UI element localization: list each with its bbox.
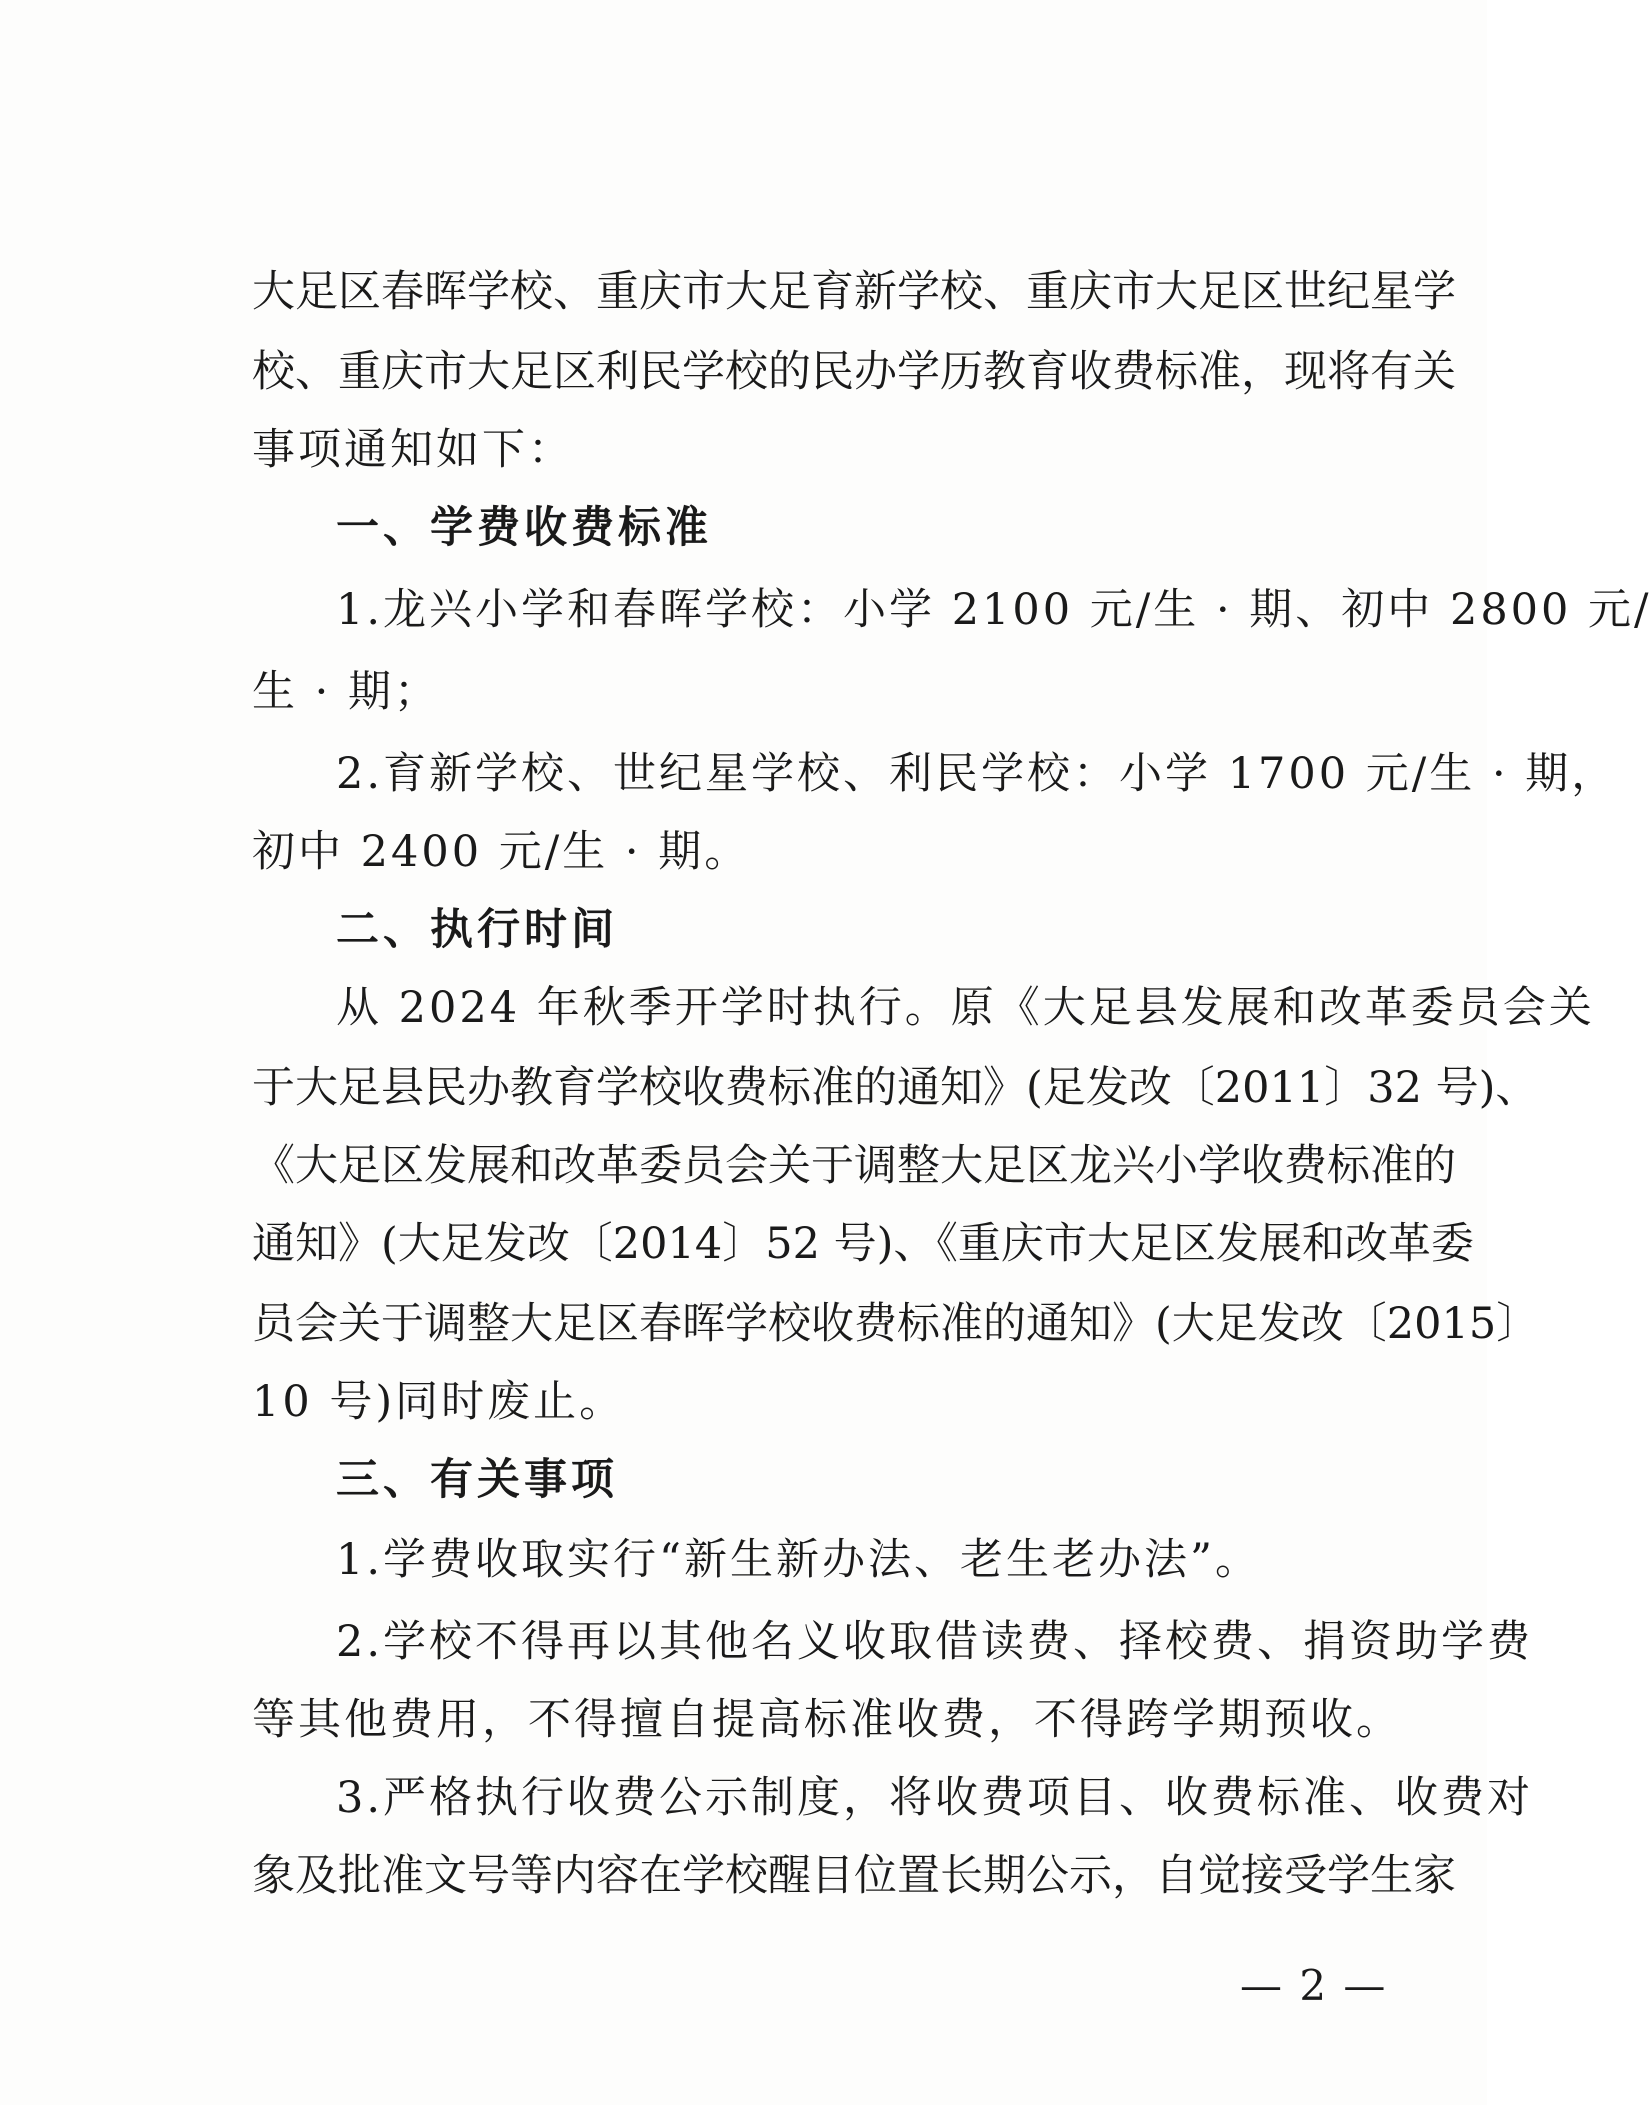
section-heading-execution-time: 二、执行时间 — [336, 905, 618, 955]
body-line: 等其他费用，不得擅自提高标准收费，不得跨学期预收。 — [252, 1695, 1402, 1745]
body-line: 2.学校不得再以其他名义收取借读费、择校费、捐资助学费 — [336, 1617, 1534, 1667]
body-line: 于大足县民办教育学校收费标准的通知》(足发改〔2011〕32 号)、 — [252, 1063, 1539, 1113]
body-line: 员会关于调整大足区春晖学校收费标准的通知》(大足发改〔2015〕 — [252, 1299, 1540, 1349]
body-line: 2.育新学校、世纪星学校、利民学校：小学 1700 元/生 · 期， — [336, 749, 1618, 799]
section-heading-fee-standard: 一、学费收费标准 — [336, 503, 712, 553]
body-line: 从 2024 年秋季开学时执行。原《大足县发展和改革委员会关 — [336, 983, 1595, 1033]
body-line: 生 · 期； — [252, 667, 441, 717]
body-line: 事项通知如下： — [252, 425, 574, 475]
body-line: 初中 2400 元/生 · 期。 — [252, 827, 751, 877]
body-line: 《大足区发展和改革委员会关于调整大足区龙兴小学收费标准的 — [252, 1141, 1456, 1191]
body-line: 10 号)同时废止。 — [252, 1377, 626, 1427]
body-line: 3.严格执行收费公示制度，将收费项目、收费标准、收费对 — [336, 1773, 1534, 1823]
body-line: 1.龙兴小学和春晖学校：小学 2100 元/生 · 期、初中 2800 元/ — [336, 585, 1652, 635]
section-heading-related-matters: 三、有关事项 — [336, 1455, 618, 1505]
body-line: 大足区春晖学校、重庆市大足育新学校、重庆市大足区世纪星学 — [252, 267, 1456, 317]
body-line: 校、重庆市大足区利民学校的民办学历教育收费标准，现将有关 — [252, 347, 1456, 397]
body-line: 1.学费收取实行“新生新办法、老生老办法”。 — [336, 1535, 1261, 1585]
body-line: 象及批准文号等内容在学校醒目位置长期公示，自觉接受学生家 — [252, 1851, 1456, 1901]
body-line: 通知》(大足发改〔2014〕52 号)、《重庆市大足区发展和改革委 — [252, 1219, 1474, 1269]
page-number: — 2 — — [1240, 1961, 1388, 2010]
